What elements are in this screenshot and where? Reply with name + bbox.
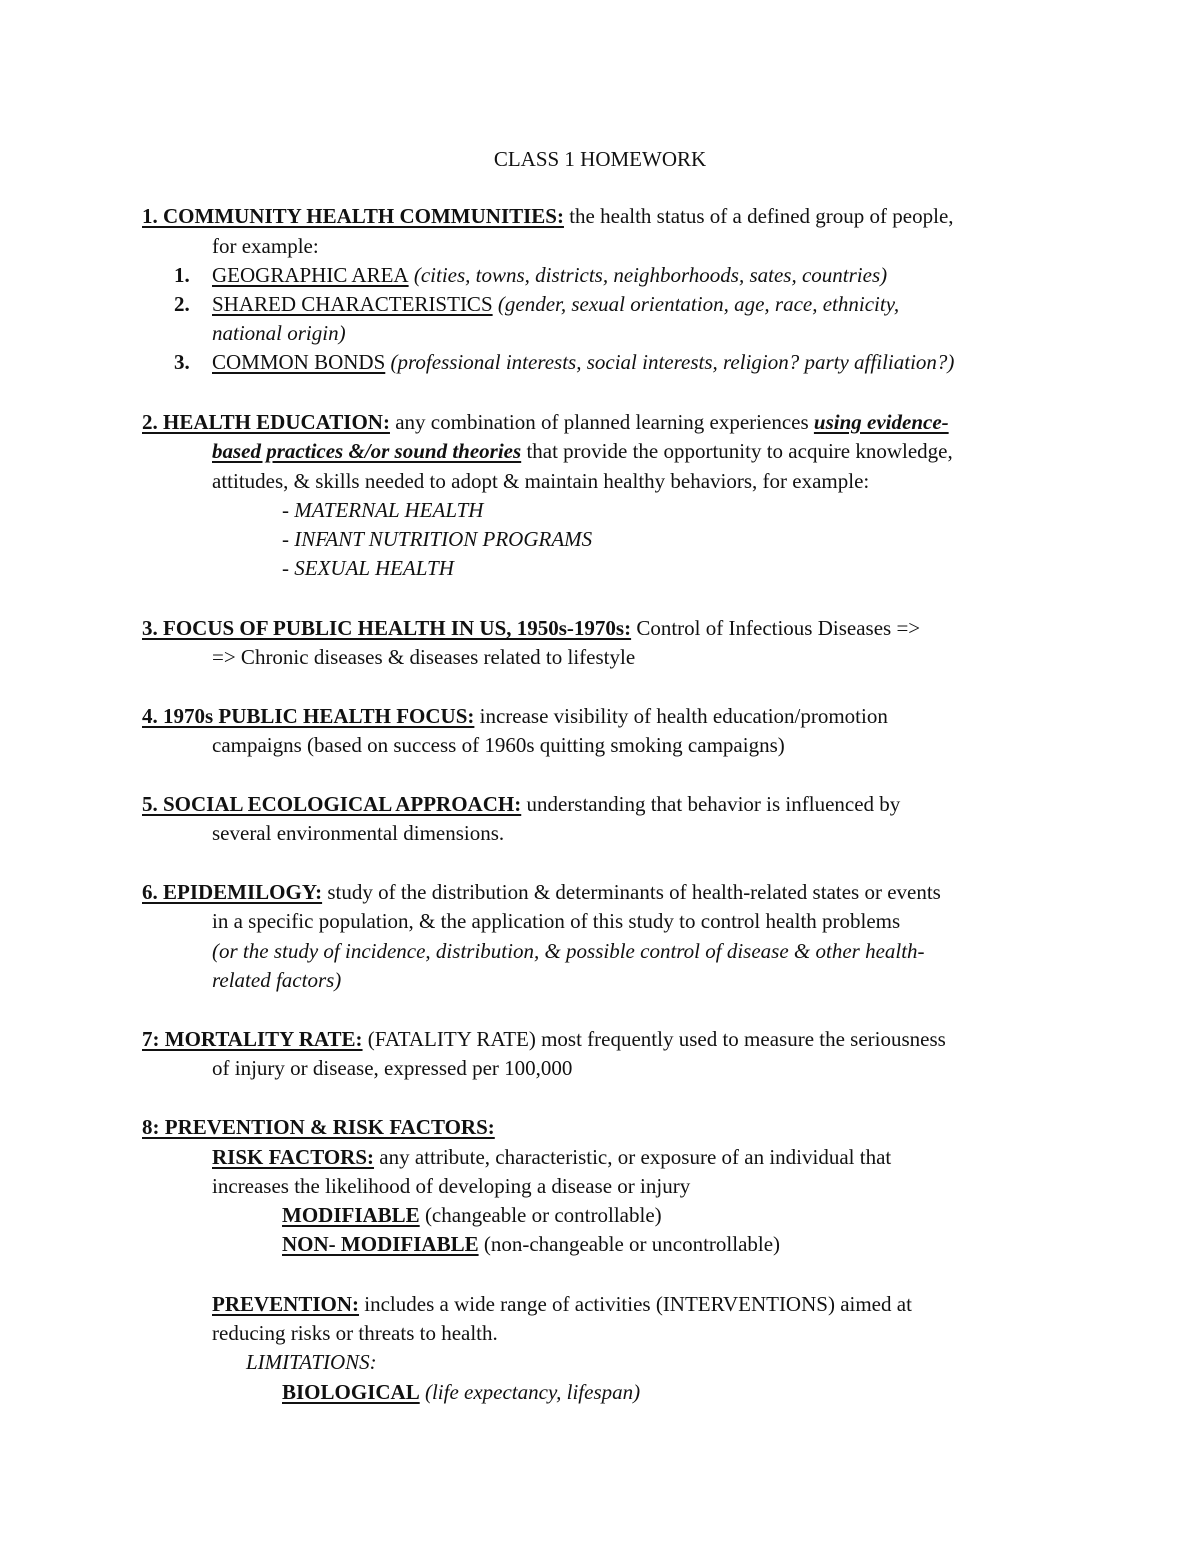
s8-modifiable-text: (changeable or controllable) — [419, 1203, 662, 1227]
s8-nonmodifiable-text: (non-changeable or uncontrollable) — [478, 1232, 781, 1256]
s8-modifiable-heading: MODIFIABLE — [282, 1203, 420, 1227]
s1-item3-num: 3. — [174, 350, 190, 374]
s8-heading-line — [142, 1113, 495, 1143]
s6-alt-2: related factors) — [212, 968, 342, 992]
s1-cont: for example: — [212, 234, 319, 258]
s1-item2-cont: national origin) — [212, 321, 346, 345]
s4-cont: campaigns (based on success of 1960s quitting smoking campaigns) — [212, 733, 785, 757]
s2-text2: that provide the opportunity to acquire knowledge, — [521, 439, 953, 463]
s2-line2 — [212, 437, 953, 467]
s8-heading: 8: PREVENTION & RISK FACTORS: — [142, 1115, 495, 1139]
s2-line1 — [142, 408, 949, 438]
s7-heading: 7: MORTALITY RATE: — [142, 1027, 363, 1051]
s1-item2-desc: (gender, sexual orientation, age, race, ethnicity, — [492, 292, 900, 316]
s8-risk-heading: RISK FACTORS: — [212, 1145, 375, 1169]
s2-example-2: - INFANT NUTRITION PROGRAMS — [282, 527, 593, 551]
s3-heading: 3. FOCUS OF PUBLIC HEALTH IN US, 1950s-1970s: — [142, 616, 632, 640]
s1-item1-num: 1. — [174, 263, 190, 287]
s8-prevention-cont: reducing risks or threats to health. — [212, 1321, 498, 1345]
s8-risk-line — [212, 1143, 891, 1173]
s8-limitations: LIMITATIONS: — [246, 1350, 377, 1374]
s5-cont: several environmental dimensions. — [212, 821, 505, 845]
s2-text: any combination of planned learning experiences — [389, 410, 814, 434]
s6-heading: 6. EPIDEMILOGY: — [142, 880, 323, 904]
s5-text: understanding that behavior is influenced by — [521, 792, 901, 816]
s4-line1 — [142, 702, 888, 732]
s5-heading: 5. SOCIAL ECOLOGICAL APPROACH: — [142, 792, 522, 816]
s2-emphasis-2: based practices &/or sound theories — [212, 439, 522, 463]
s1-item1-term: GEOGRAPHIC AREA — [212, 263, 409, 287]
s8-biological-line — [282, 1378, 640, 1408]
s8-risk-cont: increases the likelihood of developing a disease or injury — [212, 1174, 691, 1198]
s1-item1 — [212, 261, 887, 291]
s8-prevention-heading: PREVENTION: — [212, 1292, 360, 1316]
s8-modifiable-line — [282, 1201, 662, 1231]
s1-item3-term: COMMON BONDS — [212, 350, 386, 374]
s1-item2 — [212, 290, 899, 320]
s6-alt-1: (or the study of incidence, distribution, & possible control of disease & other health- — [212, 939, 925, 963]
s1-item2-num: 2. — [174, 292, 190, 316]
s8-biological-heading: BIOLOGICAL — [282, 1380, 420, 1404]
s1-heading: 1. COMMUNITY HEALTH COMMUNITIES: — [142, 204, 564, 228]
page-title: CLASS 1 HOMEWORK — [493, 147, 707, 171]
s1-line1 — [142, 202, 954, 232]
s2-line3: attitudes, & skills needed to adopt & maintain healthy behaviors, for example: — [212, 469, 870, 493]
s6-cont: in a specific population, & the application of this study to control health problems — [212, 909, 901, 933]
s8-risk-text: any attribute, characteristic, or exposure of an individual that — [374, 1145, 892, 1169]
s4-text: increase visibility of health education/promotion — [474, 704, 888, 728]
s7-cont: of injury or disease, expressed per 100,000 — [212, 1056, 573, 1080]
s1-item3 — [212, 348, 954, 378]
s2-heading: 2. HEALTH EDUCATION: — [142, 410, 390, 434]
s8-biological-text: (life expectancy, lifespan) — [419, 1380, 641, 1404]
s2-emphasis-1: using evidence- — [813, 410, 949, 434]
s1-item2-term: SHARED CHARACTERISTICS — [212, 292, 493, 316]
s8-prevention-text: includes a wide range of activities (INTERVENTIONS) aimed at — [359, 1292, 912, 1316]
s3-line1 — [142, 614, 920, 644]
s3-text: Control of Infectious Diseases => — [631, 616, 921, 640]
s1-item1-desc: (cities, towns, districts, neighborhoods, sates, countries) — [408, 263, 888, 287]
s3-cont: => Chronic diseases & diseases related to lifestyle — [212, 645, 636, 669]
s8-nonmodifiable-line — [282, 1230, 780, 1260]
s2-example-3: - SEXUAL HEALTH — [282, 556, 454, 580]
s7-text: (FATALITY RATE) most frequently used to measure the seriousness — [362, 1027, 946, 1051]
s8-nonmodifiable-heading: NON- MODIFIABLE — [282, 1232, 479, 1256]
s4-heading: 4. 1970s PUBLIC HEALTH FOCUS: — [142, 704, 475, 728]
s6-line1 — [142, 878, 941, 908]
s6-text: study of the distribution & determinants of health-related states or events — [322, 880, 941, 904]
s5-line1 — [142, 790, 900, 820]
s1-text: the health status of a defined group of people, — [563, 204, 954, 228]
s8-prevention-line — [212, 1290, 912, 1320]
s1-item3-desc: (professional interests, social interests, religion? party affiliation?) — [385, 350, 955, 374]
s2-example-1: - MATERNAL HEALTH — [282, 498, 484, 522]
s7-line1 — [142, 1025, 946, 1055]
